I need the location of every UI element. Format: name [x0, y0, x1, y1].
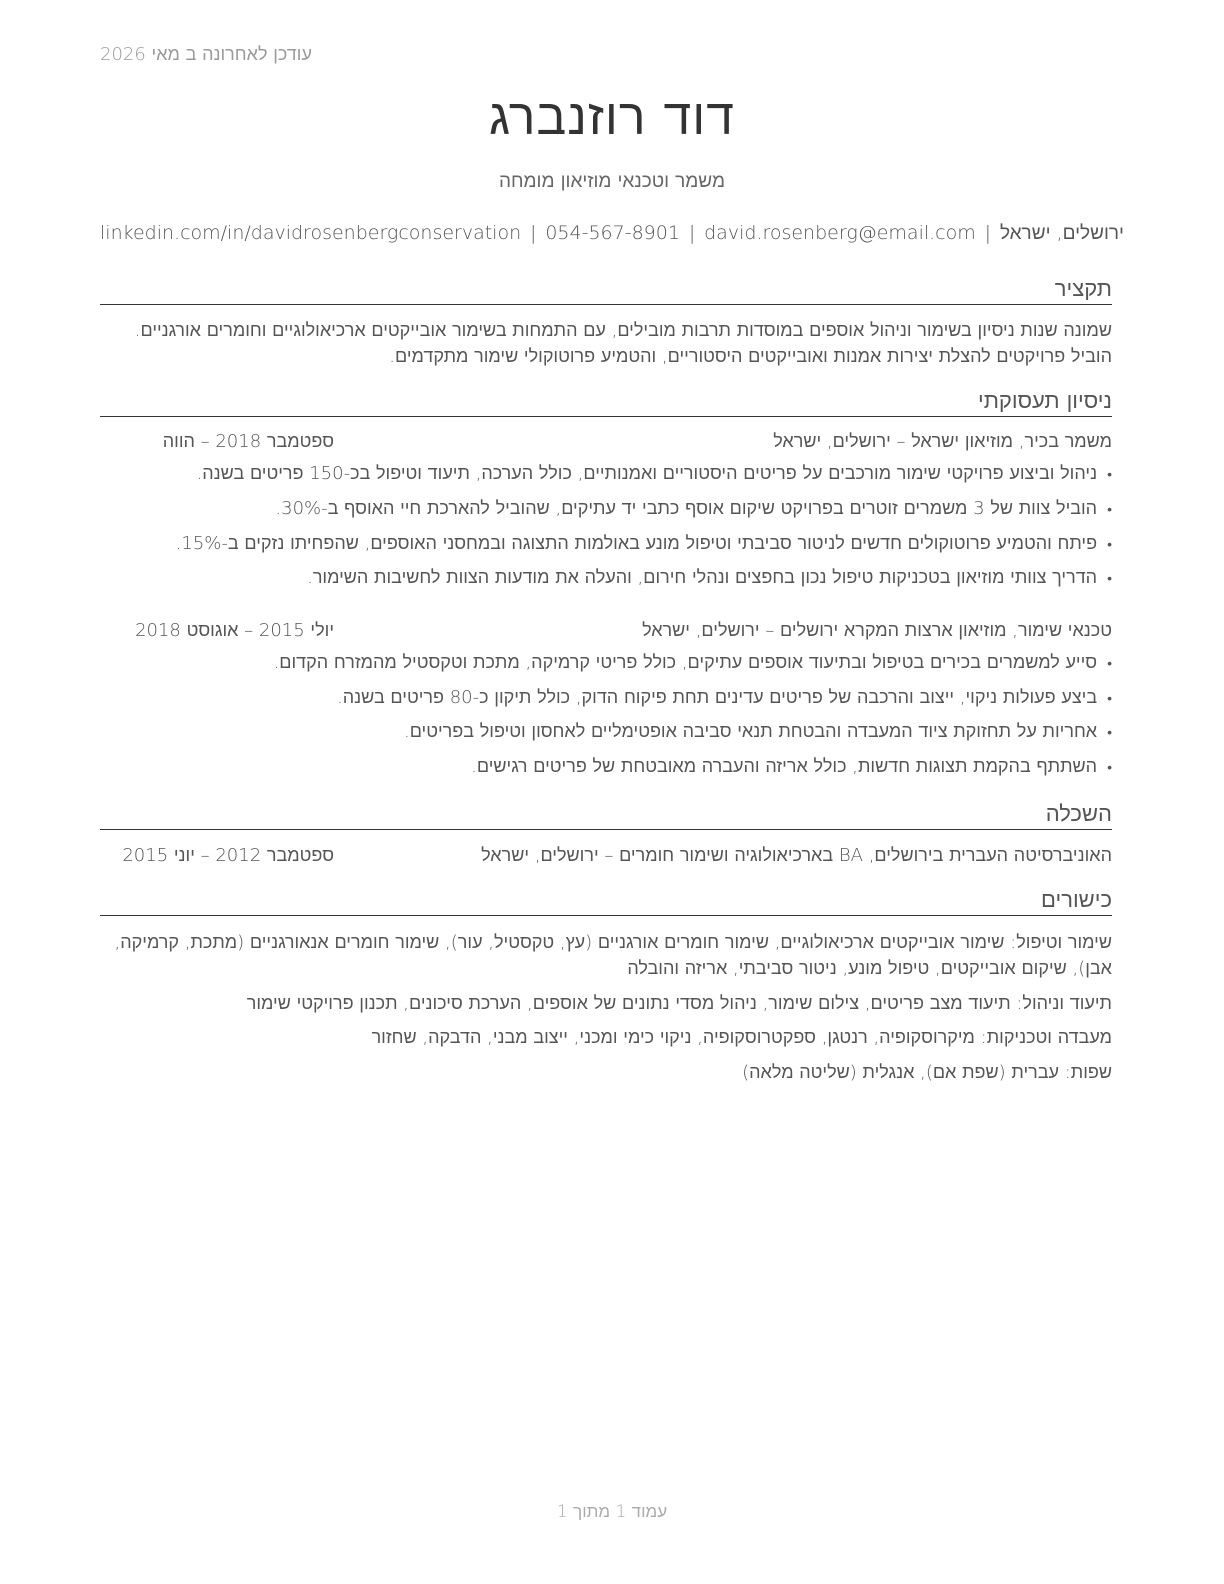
- contact-email[interactable]: david.rosenberg@email.com: [704, 222, 976, 244]
- job-title: טכנאי שימור, מוזיאון ארצות המקרא ירושלים – ירושלים, ישראל: [642, 620, 1112, 641]
- skills-item: תיעוד וניהול: תיעוד מצב פריטים, צילום שימור, ניהול מסדי נתונים של אוספים, הערכת סיכונים, תכנון פרויקטי שימור: [246, 993, 1112, 1014]
- job-bullet: • הוביל צוות של 3 משמרים זוטרים בפרויקט שיקום אוסף כתבי יד עתיקים, שהוביל להארכת חיי האוסף ב-30%.: [275, 498, 1112, 519]
- skills-item: שימור וטיפול: שימור אובייקטים ארכיאולוגיים, שימור חומרים אורגניים (עץ, טקסטיל, עור), שימור חומרים אנאורגניים (מתכת, קרמיקה, אבן), שיקום אובייקטים, טיפול מונע, ניטור סביבתי, אריזה והובלה: [114, 932, 1112, 979]
- contact-linkedin[interactable]: linkedin.com/in/davidrosenbergconservation: [100, 222, 522, 244]
- job-bullet: • השתתף בהקמת תצוגות חדשות, כולל אריזה והעברה מאובטחת של פריטים רגישים.: [471, 756, 1112, 777]
- job-bullet: • הדריך צוותי מוזיאון בטכניקות טיפול נכון בחפצים ונהלי חירום, והעלה את מודעות הצוות לחשיבות השימור.: [307, 567, 1112, 588]
- contact-phone[interactable]: 054-567-8901: [545, 222, 680, 244]
- section-title-summary: תקציר: [100, 276, 1112, 305]
- job-bullet: • אחריות על תחזוקת ציוד המעבדה והבטחת תנאי סביבה אופטימליים לאחסון וטיפול בפריטים.: [404, 721, 1112, 742]
- job-dates: ספטמבר 2018 – הווה: [162, 431, 334, 452]
- contact-separator: |: [984, 222, 992, 244]
- contact-location: ירושלים, ישראל: [999, 222, 1124, 244]
- candidate-subtitle: משמר וטכנאי מוזיאון מומחה: [498, 170, 726, 192]
- section-title-education: השכלה: [100, 801, 1112, 830]
- contact-separator: |: [688, 222, 696, 244]
- job-bullet: • ביצע פעולות ניקוי, ייצוב והרכבה של פריטים עדינים תחת פיקוח הדוק, כולל תיקון כ-80 פריטים בשנה.: [337, 687, 1112, 708]
- section-title-experience: ניסיון תעסוקתי: [100, 388, 1112, 417]
- job-dates: יולי 2015 – אוגוסט 2018: [135, 620, 334, 641]
- contact-line: [100, 222, 1124, 245]
- job-title: משמר בכיר, מוזיאון ישראל – ירושלים, ישראל: [773, 431, 1112, 452]
- skills-item: מעבדה וטכניקות: מיקרוסקופיה, רנטגן, ספקטרוסקופיה, ניקוי כימי ומכני, ייצוב מבני, הדבקה, שחזור: [371, 1027, 1112, 1048]
- section-title-skills: כישורים: [100, 887, 1112, 916]
- contact-separator: |: [530, 222, 537, 244]
- job-bullet: • פיתח והטמיע פרוטוקולים חדשים לניטור סביבתי וטיפול מונע באולמות התצוגה ובמחסני האוספים, שהפחיתו נזקים ב-15%.: [176, 533, 1112, 554]
- page-number: עמוד 1 מתוך 1: [556, 1502, 668, 1522]
- summary-text: שמונה שנות ניסיון בשימור וניהול אוספים במוסדות תרבות מובילים, עם התמחות בשימור אובייקטים ארכיאולוגיים וחומרים אורגניים. הוביל פרויקטים להצלת יצירות אמנות ואובייקטים היסטוריים, והטמיע פרוטוקולי שימור מתקדמים.: [134, 320, 1112, 367]
- job-bullet: • סייע למשמרים בכירים בטיפול ובתיעוד אוספים עתיקים, כולל פריטי קרמיקה, מתכת וטקסטיל מהמזרח הקדום.: [274, 652, 1112, 673]
- education-entry: האוניברסיטה העברית בירושלים, BA בארכיאולוגיה ושימור חומרים – ירושלים, ישראל: [481, 845, 1112, 866]
- last-updated: עודכן לאחרונה ב מאי 2026: [100, 44, 312, 65]
- skills-item: שפות: עברית (שפת אם), אנגלית (שליטה מלאה): [742, 1062, 1112, 1083]
- job-bullet: • ניהול וביצוע פרויקטי שימור מורכבים על פריטים היסטוריים ואמנותיים, כולל הערכה, תיעוד וטיפול בכ-150 פריטים בשנה.: [197, 463, 1112, 484]
- education-dates: ספטמבר 2012 – יוני 2015: [122, 845, 334, 866]
- candidate-name: דוד רוזנברג: [489, 88, 735, 146]
